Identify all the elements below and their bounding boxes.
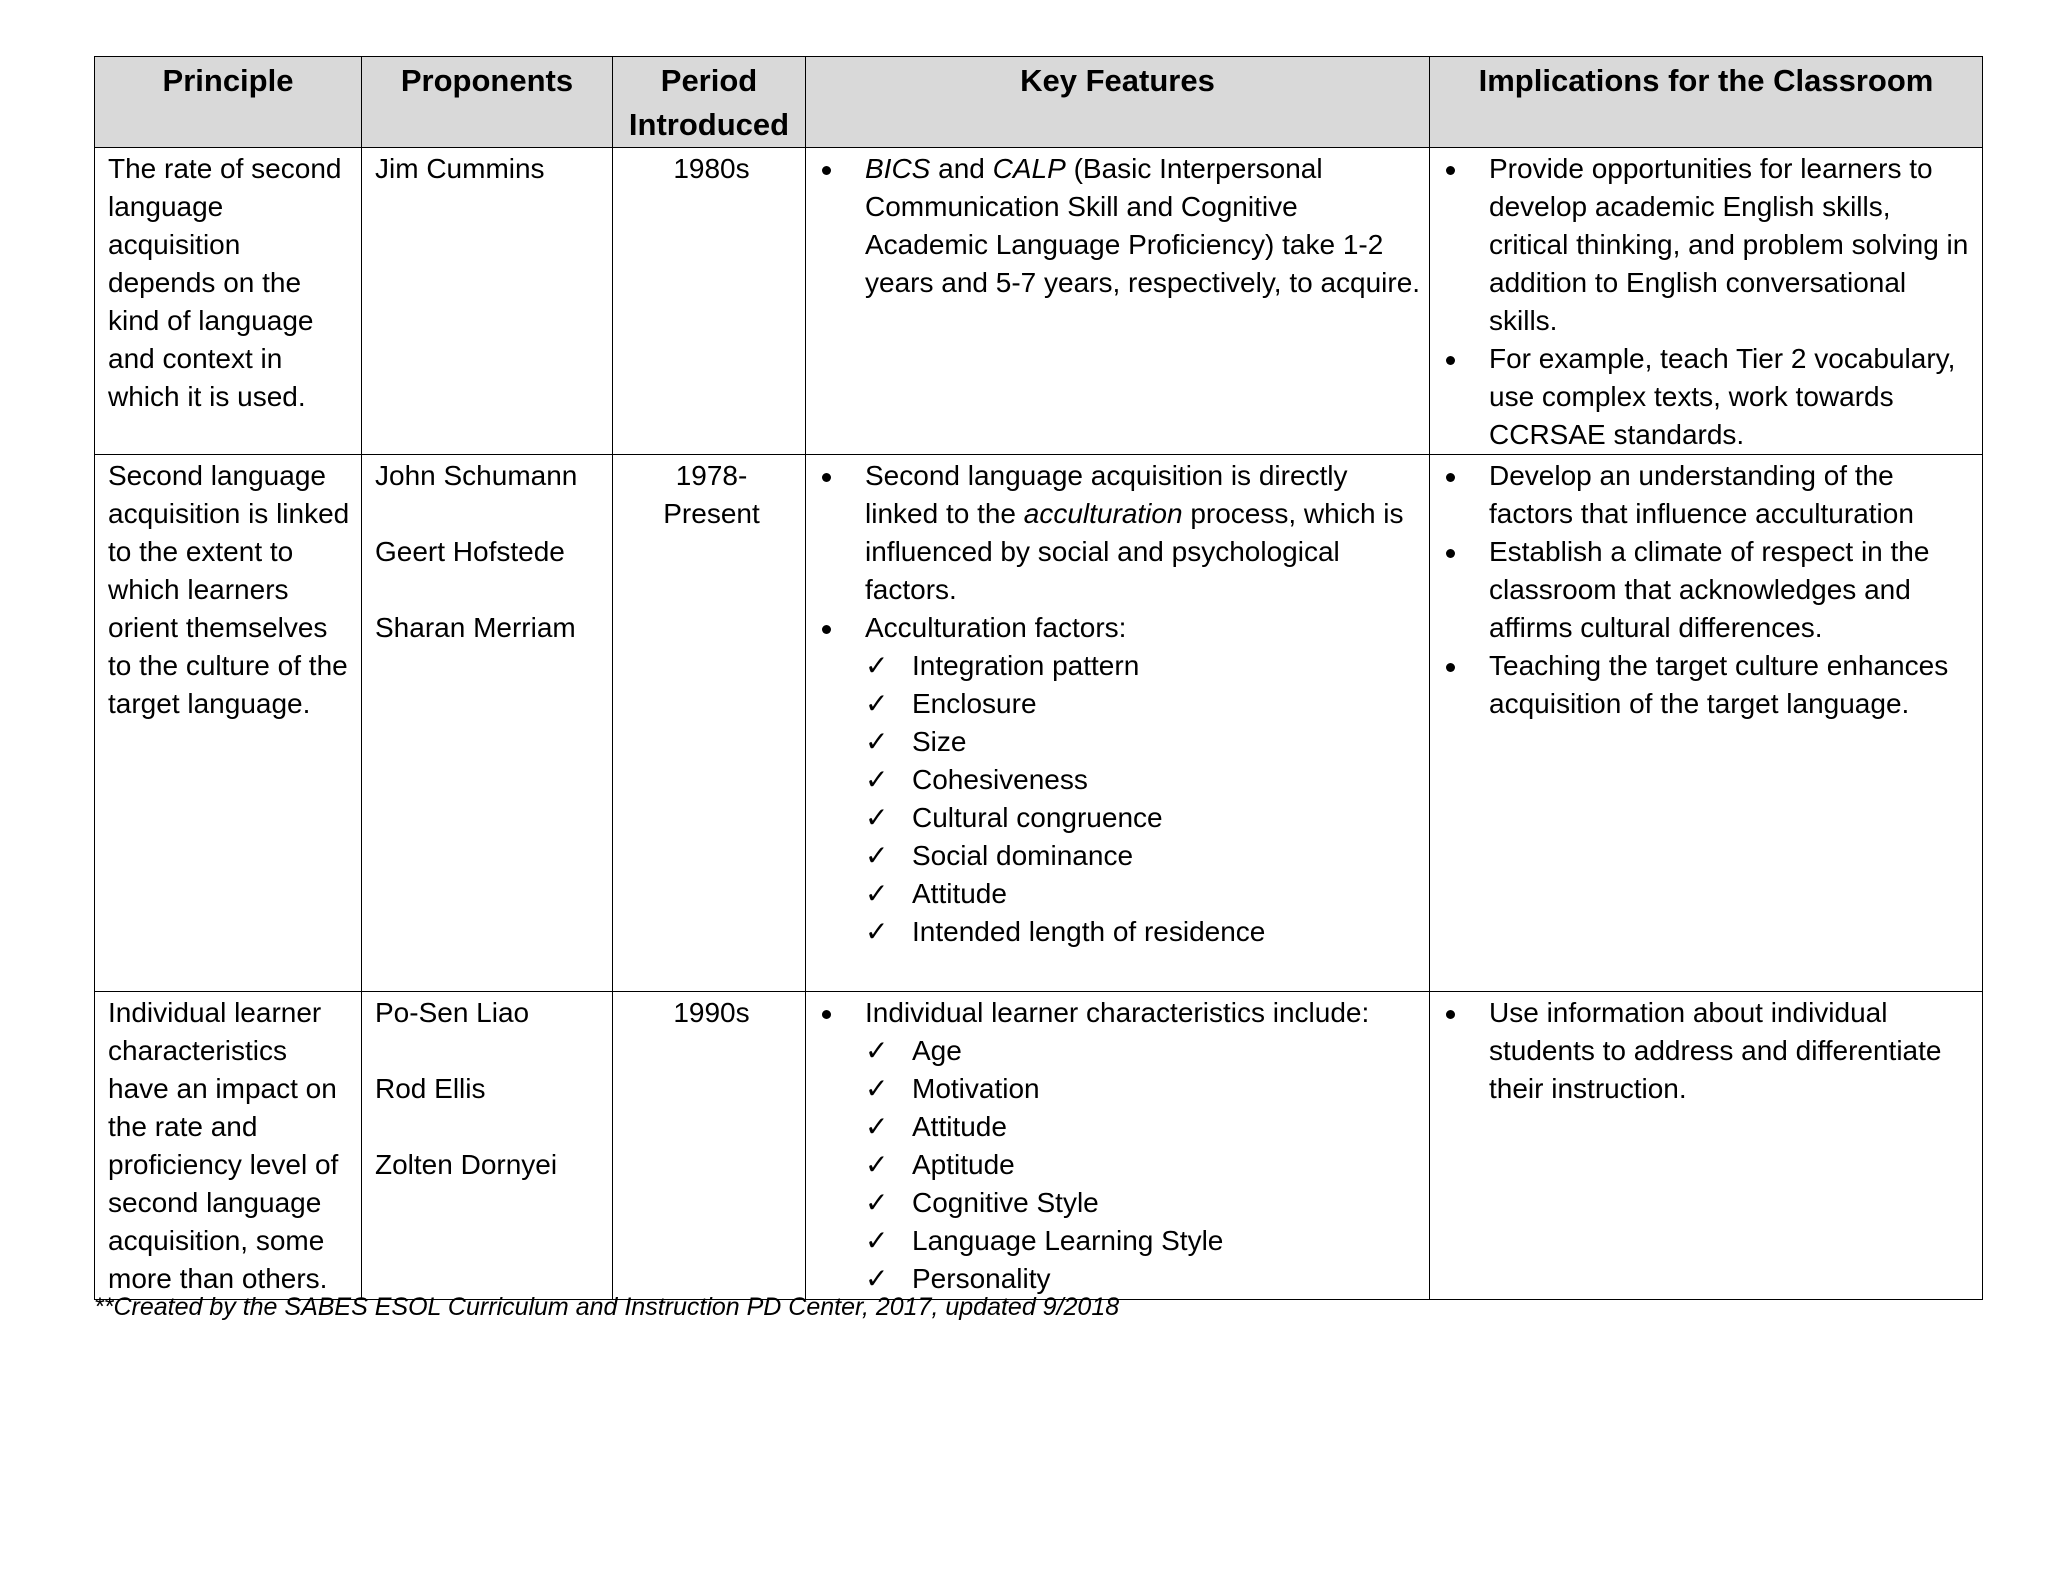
period-line: Present — [663, 498, 760, 529]
check-icon: ✓ — [865, 916, 889, 947]
principle-cell: Second language acquisition is linked to the extent to which learners orient themselves to the culture of the target language. — [95, 455, 362, 992]
implication-bullet: Provide opportunities for learners to develop academic English skills, critical thinking, and problem solving in addition to English conversational skills. — [1443, 150, 1974, 340]
implication-bullet: Use information about individual students to address and differentiate their instruction. — [1443, 994, 1974, 1108]
principle-cell: The rate of second language acquisition depends on the kind of language and context in which it is used. — [95, 148, 362, 455]
checklist-item: ✓ Cohesiveness — [865, 761, 1421, 799]
header-principle: Principle — [95, 57, 362, 148]
period-cell: 1980s — [613, 148, 806, 455]
checklist-item: ✓ Cultural congruence — [865, 799, 1421, 837]
table-row — [95, 992, 1983, 1300]
proponent-name: Rod Ellis — [375, 1073, 486, 1104]
key-features-cell — [806, 148, 1430, 455]
feature-text: Second language acquisition is directly linked to the — [865, 460, 1348, 529]
checklist-item: ✓ Attitude — [865, 1108, 1421, 1146]
implication-bullet: Establish a climate of respect in the classroom that acknowledges and affirms cultural differences. — [1443, 533, 1974, 647]
check-icon: ✓ — [865, 1111, 889, 1142]
proponents-cell — [362, 992, 613, 1300]
feature-text: Individual learner characteristics include: — [865, 997, 1370, 1028]
implications-cell — [1430, 455, 1983, 992]
table-row — [95, 148, 1983, 455]
implication-bullet: For example, teach Tier 2 vocabulary, use complex texts, work towards CCRSAE standards. — [1443, 340, 1974, 454]
term-bics: BICS — [865, 153, 931, 184]
check-icon: ✓ — [865, 1149, 889, 1180]
proponent-name: Jim Cummins — [375, 153, 545, 184]
implication-bullet: Develop an understanding of the factors that influence acculturation — [1443, 457, 1974, 533]
proponents-cell — [362, 148, 613, 455]
check-icon: ✓ — [865, 764, 889, 795]
check-icon: ✓ — [865, 688, 889, 719]
table-header-row — [95, 57, 1983, 148]
checklist-item: ✓ Cognitive Style — [865, 1184, 1421, 1222]
proponent-name: John Schumann — [375, 460, 578, 491]
proponent-name: Geert Hofstede — [375, 536, 565, 567]
feature-bullet — [819, 609, 1421, 951]
principles-table — [94, 56, 1983, 1300]
term-calp: CALP — [992, 153, 1066, 184]
feature-text: Acculturation factors: — [865, 612, 1127, 643]
check-icon: ✓ — [865, 1263, 889, 1294]
checklist-item: ✓ Size — [865, 723, 1421, 761]
period-cell — [613, 455, 806, 992]
implications-cell — [1430, 148, 1983, 455]
feature-text: process, which is influenced by social and psychological factors. — [865, 498, 1404, 605]
header-period: Period Introduced — [613, 57, 806, 148]
feature-bullet — [819, 150, 1421, 302]
proponents-cell — [362, 455, 613, 992]
period-line: 1978- — [675, 460, 748, 491]
principle-cell: Individual learner characteristics have an impact on the rate and proficiency level of second language acquisition, some more than others. — [95, 992, 362, 1300]
footnote: **Created by the SABES ESOL Curriculum and Instruction PD Center, 2017, updated 9/2018 — [94, 1293, 1120, 1321]
check-icon: ✓ — [865, 650, 889, 681]
check-icon: ✓ — [865, 840, 889, 871]
proponent-name: Sharan Merriam — [375, 612, 576, 643]
checklist-item: ✓ Enclosure — [865, 685, 1421, 723]
checklist-item: ✓ Social dominance — [865, 837, 1421, 875]
table-row — [95, 455, 1983, 992]
period-cell: 1990s — [613, 992, 806, 1300]
check-icon: ✓ — [865, 726, 889, 757]
checklist-item: ✓ Personality — [865, 1260, 1421, 1298]
learner-characteristic-list — [865, 1032, 1421, 1298]
feature-text: and — [930, 153, 993, 184]
key-features-cell — [806, 992, 1430, 1300]
checklist-item: ✓ Attitude — [865, 875, 1421, 913]
feature-bullet — [819, 457, 1421, 609]
checklist-item: ✓ Intended length of residence — [865, 913, 1421, 951]
checklist-item: ✓ Integration pattern — [865, 647, 1421, 685]
header-proponents: Proponents — [362, 57, 613, 148]
check-icon: ✓ — [865, 1035, 889, 1066]
proponent-name: Zolten Dornyei — [375, 1149, 558, 1180]
checklist-item: ✓ Age — [865, 1032, 1421, 1070]
feature-bullet — [819, 994, 1421, 1298]
check-icon: ✓ — [865, 1073, 889, 1104]
key-features-cell — [806, 455, 1430, 992]
header-key-features: Key Features — [806, 57, 1430, 148]
implications-cell — [1430, 992, 1983, 1300]
header-implications: Implications for the Classroom — [1430, 57, 1983, 148]
acculturation-factor-list — [865, 647, 1421, 951]
check-icon: ✓ — [865, 1187, 889, 1218]
check-icon: ✓ — [865, 802, 889, 833]
proponent-name: Po-Sen Liao — [375, 997, 530, 1028]
implication-bullet: Teaching the target culture enhances acquisition of the target language. — [1443, 647, 1974, 723]
feature-text: (Basic Interpersonal Communication Skill and Cognitive Academic Language Proficiency) take 1-2 years and 5-7 years, respectively, to acquire. — [865, 153, 1421, 298]
checklist-item: ✓ Motivation — [865, 1070, 1421, 1108]
term-acculturation: acculturation — [1023, 498, 1183, 529]
checklist-item: ✓ Language Learning Style — [865, 1222, 1421, 1260]
check-icon: ✓ — [865, 1225, 889, 1256]
checklist-item: ✓ Aptitude — [865, 1146, 1421, 1184]
check-icon: ✓ — [865, 878, 889, 909]
